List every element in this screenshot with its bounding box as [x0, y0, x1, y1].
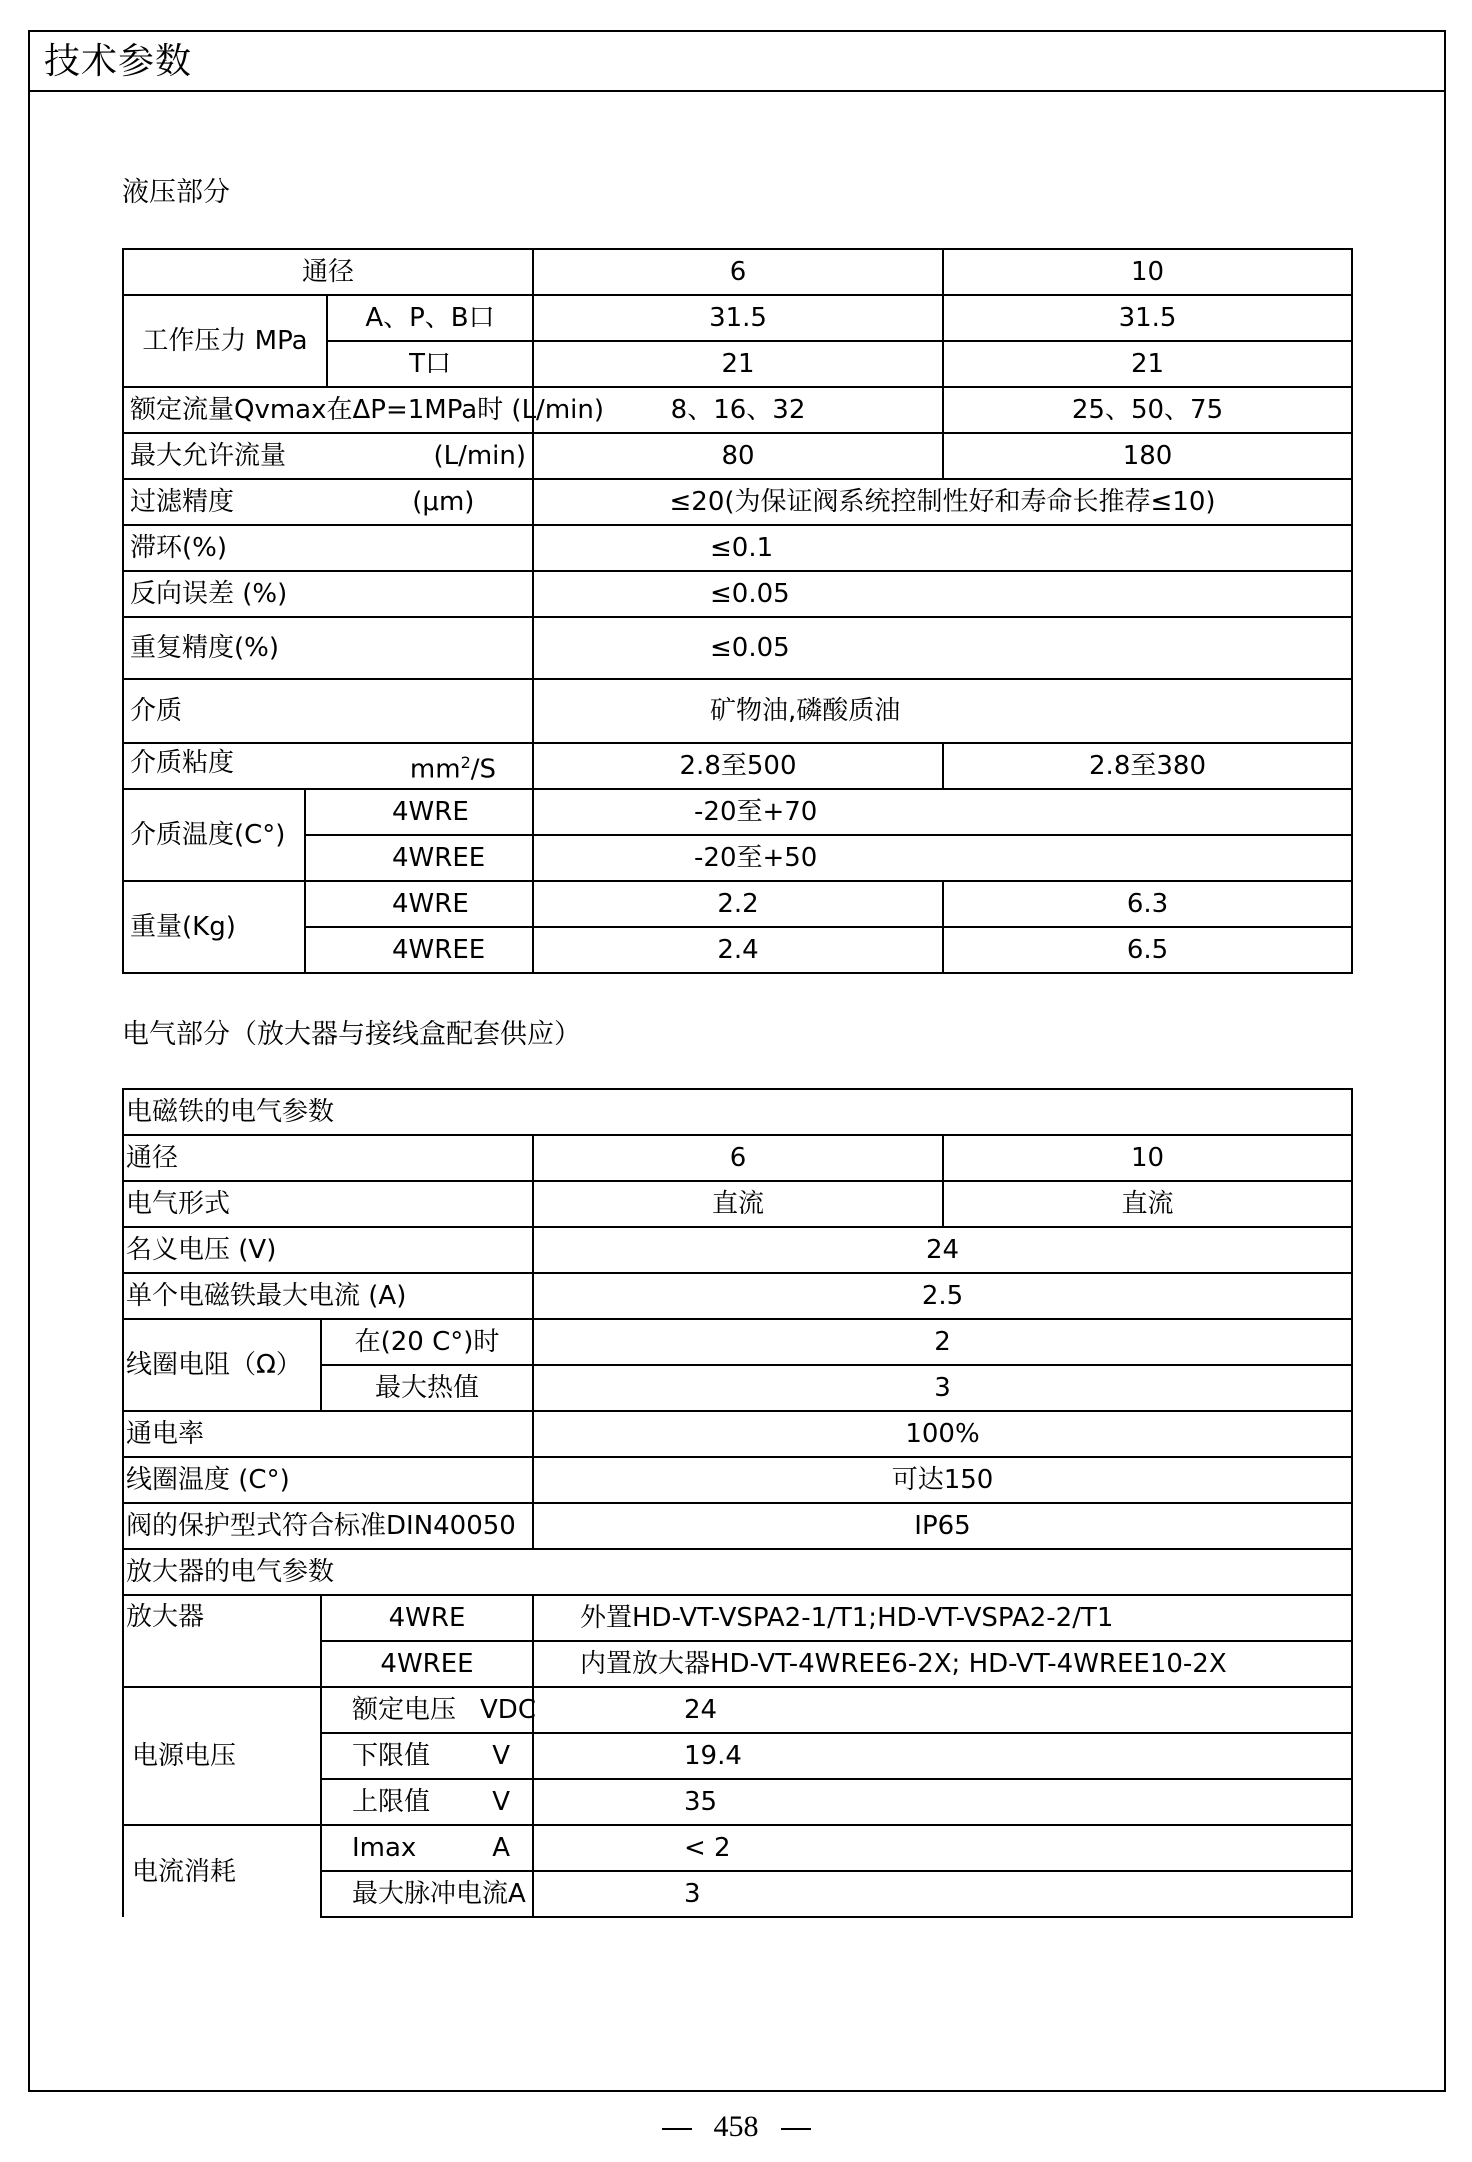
max-flow-unit: (L/min) [433, 441, 527, 471]
nominal-voltage-label: 名义电压 (V) [123, 1227, 533, 1273]
temp-4wree-label: 4WREE [305, 835, 533, 881]
pulse-value: 3 [533, 1871, 1352, 1917]
coil-at20-value: 2 [533, 1319, 1352, 1365]
temp-4wre-value: -20至+70 [533, 789, 1352, 835]
dash-right [781, 2128, 811, 2130]
rated-voltage-value: 24 [533, 1687, 1352, 1733]
page-title: 技术参数 [44, 41, 193, 82]
medium-label: 介质 [123, 679, 533, 743]
repeat-value: ≤0.05 [533, 617, 1352, 679]
weight-4wre-10: 6.3 [943, 881, 1352, 927]
temp-label: 介质温度(C°) [123, 789, 305, 881]
table-row [123, 1411, 1352, 1457]
pulse-cell: 最大脉冲电流 A [321, 1871, 533, 1917]
weight-4wree-6: 2.4 [533, 927, 943, 973]
form-label: 电气形式 [123, 1181, 533, 1227]
page-number [0, 2110, 1472, 2144]
solenoid-header: 电磁铁的电气参数 [123, 1089, 1352, 1135]
medium-value: 矿物油,磷酸质油 [533, 679, 1352, 743]
protection-label: 阀的保护型式符合标准DIN40050 [123, 1503, 533, 1549]
reversal-value: ≤0.05 [533, 571, 1352, 617]
table-row [123, 1457, 1352, 1503]
size-6: 6 [533, 249, 943, 295]
hysteresis-value: ≤0.1 [533, 525, 1352, 571]
table-row [123, 525, 1352, 571]
coil-resistance-label: 线圈电阻（Ω） [123, 1319, 321, 1411]
filter-value: ≤20(为保证阀系统控制性好和寿命长推荐≤10) [533, 479, 1352, 525]
amp-4wre-value: 外置HD-VT-VSPA2-1/T1;HD-VT-VSPA2-2/T1 [533, 1595, 1352, 1641]
table-row [123, 1503, 1352, 1549]
filter-label: 过滤精度 [130, 487, 235, 517]
max-current-label: 单个电磁铁最大电流 (A) [123, 1273, 533, 1319]
max-current-value: 2.5 [533, 1273, 1352, 1319]
table-row [123, 433, 1352, 479]
port-apb-10: 31.5 [943, 295, 1352, 341]
electrical-table [122, 1088, 1353, 1918]
form-6: 直流 [533, 1181, 943, 1227]
supply-label: 电源电压 [123, 1687, 321, 1825]
table-row [123, 1227, 1352, 1273]
coil-temp-value: 可达150 [533, 1457, 1352, 1503]
table-row [123, 571, 1352, 617]
viscosity-cell [123, 743, 533, 789]
table-row [123, 1825, 1352, 1871]
table-row [123, 249, 1352, 295]
viscosity-6: 2.8至500 [533, 743, 943, 789]
hydraulic-table [122, 248, 1353, 974]
table-row [123, 1273, 1352, 1319]
size-label: 通径 [123, 249, 533, 295]
table-row [123, 1089, 1352, 1135]
hydraulic-section-title: 液压部分 [122, 177, 230, 208]
amp-4wree-label: 4WREE [321, 1641, 533, 1687]
port-t-10: 21 [943, 341, 1352, 387]
reversal-label: 反向误差 (%) [123, 571, 533, 617]
table-row [123, 789, 1352, 835]
max-flow-cell [123, 433, 533, 479]
filter-unit: (μm) [412, 487, 475, 517]
lower-limit-cell: 下限值 V [321, 1733, 533, 1779]
filter-cell [123, 479, 533, 525]
amp-4wree-value: 内置放大器HD-VT-4WREE6-2X; HD-VT-4WREE10-2X [533, 1641, 1352, 1687]
amplifier-label: 放大器 [123, 1595, 321, 1687]
viscosity-unit: $mm^2/S$ [409, 752, 497, 785]
dash-left [662, 2128, 692, 2130]
viscosity-10: 2.8至380 [943, 743, 1352, 789]
imax-value: < 2 [533, 1825, 1352, 1871]
weight-4wre-6: 2.2 [533, 881, 943, 927]
size-10: 10 [943, 1135, 1352, 1181]
viscosity-label: 介质粘度 [130, 747, 235, 778]
max-flow-6: 80 [533, 433, 943, 479]
duty-label: 通电率 [123, 1411, 533, 1457]
upper-limit-cell: 上限值 V [321, 1779, 533, 1825]
protection-value: IP65 [533, 1503, 1352, 1549]
port-apb-label: A、P、B口 [327, 295, 533, 341]
nominal-voltage-value: 24 [533, 1227, 1352, 1273]
table-row [123, 927, 1352, 973]
amplifier-header: 放大器的电气参数 [123, 1549, 1352, 1595]
rated-flow-10: 25、50、75 [943, 387, 1352, 433]
form-10: 直流 [943, 1181, 1352, 1227]
upper-limit-value: 35 [533, 1779, 1352, 1825]
size-label: 通径 [123, 1135, 533, 1181]
rated-flow-6: 8、16、32 [533, 387, 943, 433]
header-bar [28, 30, 1446, 92]
table-row [123, 1319, 1352, 1365]
rated-voltage-cell: 额定电压 VDC [321, 1687, 533, 1733]
port-apb-6: 31.5 [533, 295, 943, 341]
table-row [123, 1595, 1352, 1641]
table-row [123, 835, 1352, 881]
coil-max-value: 3 [533, 1365, 1352, 1411]
amp-4wre-label: 4WRE [321, 1595, 533, 1641]
table-row [123, 1135, 1352, 1181]
table-row [123, 1687, 1352, 1733]
port-t-label: T口 [327, 341, 533, 387]
table-row [123, 387, 1352, 433]
hysteresis-label: 滞环(%) [123, 525, 533, 571]
weight-4wree-10: 6.5 [943, 927, 1352, 973]
size-6: 6 [533, 1135, 943, 1181]
electrical-section-title: 电气部分（放大器与接线盒配套供应） [122, 1019, 581, 1050]
working-pressure-label: 工作压力 MPa [123, 295, 327, 387]
temp-4wre-label: 4WRE [305, 789, 533, 835]
max-flow-10: 180 [943, 433, 1352, 479]
size-10: 10 [943, 249, 1352, 295]
table-row [123, 295, 1352, 341]
port-t-6: 21 [533, 341, 943, 387]
table-row [123, 1549, 1352, 1595]
weight-label: 重量(Kg) [123, 881, 305, 973]
table-row [123, 743, 1352, 789]
temp-4wree-value: -20至+50 [533, 835, 1352, 881]
lower-limit-value: 19.4 [533, 1733, 1352, 1779]
page-number-text: 458 [713, 2110, 759, 2143]
table-row [123, 479, 1352, 525]
coil-temp-label: 线圈温度 (C°) [123, 1457, 533, 1503]
table-row [123, 881, 1352, 927]
table-row [123, 617, 1352, 679]
max-flow-label: 最大允许流量 [130, 441, 287, 471]
table-row [123, 679, 1352, 743]
repeat-label: 重复精度(%) [123, 617, 533, 679]
imax-cell: Imax A [321, 1825, 533, 1871]
consumption-label: 电流消耗 [123, 1825, 321, 1917]
weight-4wre-label: 4WRE [305, 881, 533, 927]
duty-value: 100% [533, 1411, 1352, 1457]
coil-at20-label: 在(20 C°)时 [321, 1319, 533, 1365]
weight-4wree-label: 4WREE [305, 927, 533, 973]
rated-flow-label: 额定流量Qvmax在ΔP=1MPa时 (L/min) [123, 387, 533, 433]
table-row [123, 1181, 1352, 1227]
coil-max-label: 最大热值 [321, 1365, 533, 1411]
